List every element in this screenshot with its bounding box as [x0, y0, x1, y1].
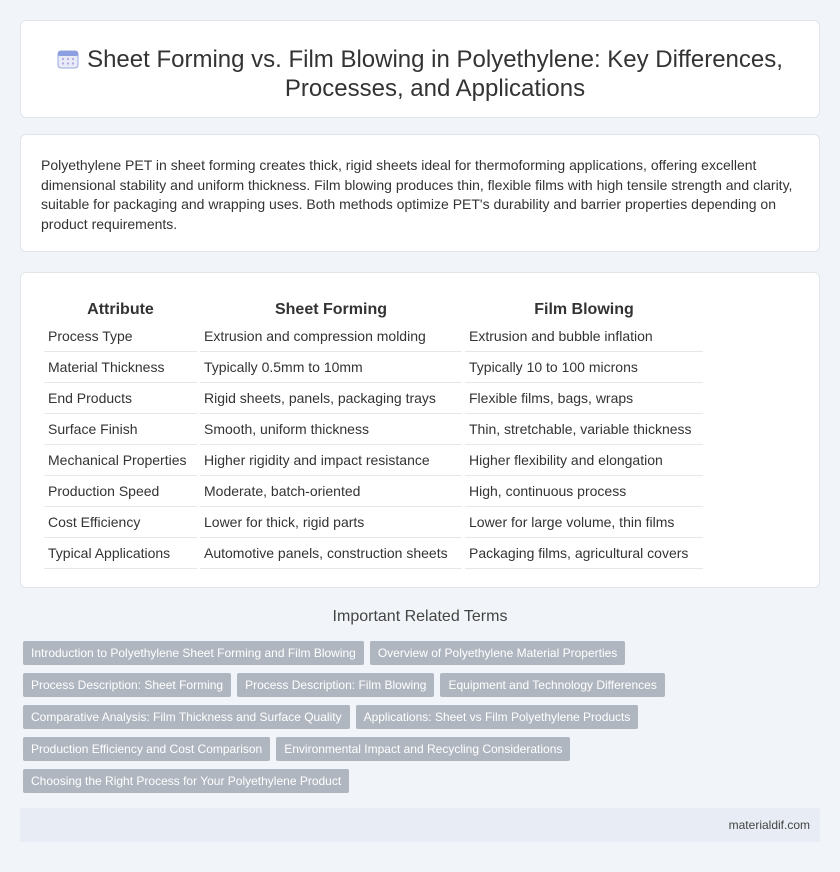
comparison-table-card	[20, 272, 820, 588]
table-cell: Lower for large volume, thin films	[465, 507, 703, 538]
table-cell: Cost Efficiency	[44, 507, 197, 538]
related-term-tag[interactable]: Introduction to Polyethylene Sheet Forming and Film Blowing	[23, 641, 364, 665]
related-terms-list	[23, 641, 723, 801]
related-term-tag[interactable]: Environmental Impact and Recycling Considerations	[276, 737, 570, 761]
table-cell: Extrusion and bubble inflation	[465, 321, 703, 352]
table-row	[44, 538, 703, 569]
table-row	[44, 414, 703, 445]
table-cell: Extrusion and compression molding	[200, 321, 462, 352]
table-row	[44, 445, 703, 476]
table-cell: Higher rigidity and impact resistance	[200, 445, 462, 476]
comparison-table	[41, 295, 706, 569]
intro-text: Polyethylene PET in sheet forming creates thick, rigid sheets ideal for thermoforming applications, offering excellent dimensional stability and uniform thickness. Film blowing produces thin, flexible films with high tensile strength and clarity, suitable for packaging and wrapping uses. Both methods optimize PET's durability and barrier properties depending on product requirements.	[41, 157, 793, 232]
table-cell: Production Speed	[44, 476, 197, 507]
table-cell: High, continuous process	[465, 476, 703, 507]
related-terms-row	[23, 673, 723, 697]
related-term-tag[interactable]: Equipment and Technology Differences	[440, 673, 664, 697]
related-term-tag[interactable]: Overview of Polyethylene Material Properties	[370, 641, 625, 665]
table-cell: Thin, stretchable, variable thickness	[465, 414, 703, 445]
intro-card	[20, 134, 820, 252]
related-term-tag[interactable]: Process Description: Sheet Forming	[23, 673, 231, 697]
footer-site[interactable]: materialdif.com	[728, 818, 810, 832]
table-row	[44, 507, 703, 538]
table-cell: Mechanical Properties	[44, 445, 197, 476]
table-cell: Packaging films, agricultural covers	[465, 538, 703, 569]
related-terms-row	[23, 641, 723, 665]
table-cell: Higher flexibility and elongation	[465, 445, 703, 476]
table-cell: Flexible films, bags, wraps	[465, 383, 703, 414]
table-row	[44, 352, 703, 383]
related-terms-row	[23, 705, 723, 729]
table-cell: Process Type	[44, 321, 197, 352]
related-terms-row	[23, 737, 723, 761]
table-cell: Material Thickness	[44, 352, 197, 383]
table-cell: Moderate, batch-oriented	[200, 476, 462, 507]
table-row	[44, 383, 703, 414]
table-cell: Typically 10 to 100 microns	[465, 352, 703, 383]
table-cell: Surface Finish	[44, 414, 197, 445]
related-terms-title: Important Related Terms	[332, 608, 508, 625]
table-row	[44, 321, 703, 352]
table-cell: Automotive panels, construction sheets	[200, 538, 462, 569]
column-header-attribute: Attribute	[87, 301, 154, 318]
column-header-sheet-forming: Sheet Forming	[274, 301, 387, 318]
table-cell: Lower for thick, rigid parts	[200, 507, 462, 538]
related-term-tag[interactable]: Applications: Sheet vs Film Polyethylene Products	[356, 705, 639, 729]
related-terms-row	[23, 769, 723, 793]
related-term-tag[interactable]: Process Description: Film Blowing	[237, 673, 434, 697]
table-cell: Typical Applications	[44, 538, 197, 569]
table-cell: Typically 0.5mm to 10mm	[200, 352, 462, 383]
table-row	[44, 476, 703, 507]
table-cell: Smooth, uniform thickness	[200, 414, 462, 445]
related-term-tag[interactable]: Production Efficiency and Cost Comparison	[23, 737, 270, 761]
column-header-film-blowing: Film Blowing	[534, 301, 634, 318]
related-term-tag[interactable]: Comparative Analysis: Film Thickness and Surface Quality	[23, 705, 350, 729]
title-card	[20, 20, 820, 118]
table-cell: Rigid sheets, panels, packaging trays	[200, 383, 462, 414]
page-title: Sheet Forming vs. Film Blowing in Polyethylene: Key Differences, Processes, and Applications	[87, 46, 783, 102]
related-term-tag[interactable]: Choosing the Right Process for Your Polyethylene Product	[23, 769, 349, 793]
footer	[20, 808, 820, 842]
table-cell: End Products	[44, 383, 197, 414]
